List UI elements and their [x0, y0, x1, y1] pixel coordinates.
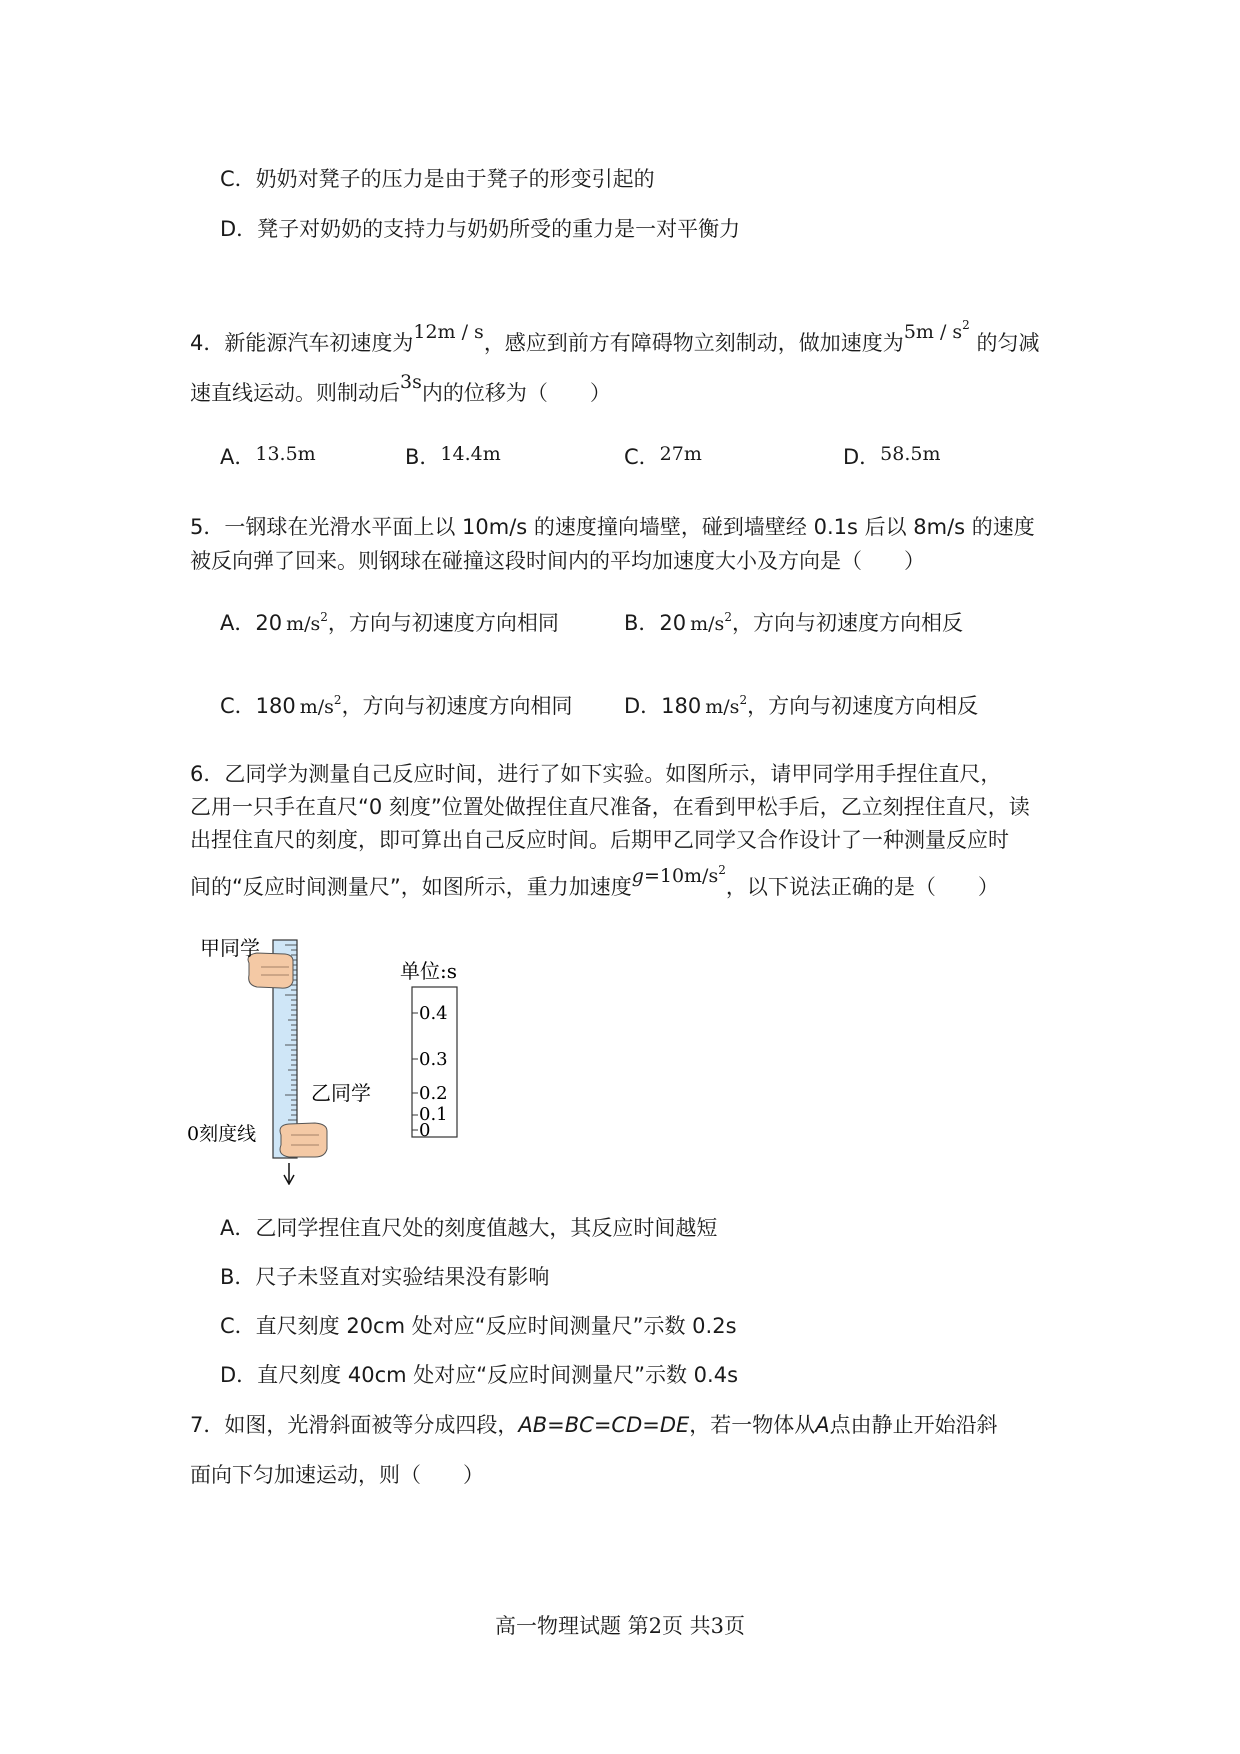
- q7-stem-line1: 7．如图，光滑斜面被等分成四段，AB=BC=CD=DE，若一物体从A点由静止开始沿斜: [190, 1413, 998, 1437]
- scale-label-0.2: 0.2: [419, 1083, 448, 1104]
- scale-label-0.3: 0.3: [419, 1049, 448, 1070]
- q6-option-d: D．直尺刻度 40cm 处对应“反应时间测量尺”示数 0.4s: [220, 1363, 739, 1387]
- q4-acceleration: $5m / s^2$: [903, 318, 970, 343]
- q5-option-d: D．180 $m/s^2$，方向与初速度方向相反: [624, 693, 979, 718]
- q6-option-c: C．直尺刻度 20cm 处对应“反应时间测量尺”示数 0.2s: [220, 1314, 737, 1338]
- q5-option-a: A．20 $m/s^2$，方向与初速度方向相同: [220, 610, 559, 635]
- q4-stem-line1: 4．新能源汽车初速度为12m / s，感应到前方有障碍物立刻制动，做加速度为$5m / s^2$ 的匀减: [190, 318, 1040, 355]
- q4-initial-velocity: 12m / s: [413, 321, 484, 343]
- q7-equation: AB=BC=CD=DE: [518, 1413, 690, 1437]
- q4-option-d: D．58.5m: [843, 443, 941, 469]
- q5-option-c: C．180 $m/s^2$，方向与初速度方向相同: [220, 693, 573, 718]
- q5-stem-line2: 被反向弹了回来。则钢球在碰撞这段时间内的平均加速度大小及方向是（ ）: [190, 549, 925, 573]
- q4-time: 3s: [400, 371, 422, 393]
- q6-option-a: A．乙同学捏住直尺处的刻度值越大，其反应时间越短: [220, 1216, 718, 1240]
- q3-option-c: C．奶奶对凳子的压力是由于凳子的形变引起的: [220, 167, 655, 191]
- q5-stem-line1: 5．一钢球在光滑水平面上以 10m/s 的速度撞向墙壁，碰到墙壁经 0.1s 后以 8m/s 的速度: [190, 515, 1035, 539]
- scale-label-0: 0: [419, 1120, 431, 1141]
- q4-option-b: B．14.4m: [405, 443, 501, 469]
- q4-stem-line2: 速直线运动。则制动后3s内的位移为（ ）: [190, 371, 611, 405]
- q7-stem-line2: 面向下匀加速运动，则（ ）: [190, 1463, 484, 1487]
- q6-option-b: B．尺子未竖直对实验结果没有影响: [220, 1265, 550, 1289]
- yi-label: 乙同学: [311, 1081, 371, 1105]
- scale-label-0.4: 0.4: [419, 1003, 448, 1024]
- q6-stem-line1: 6．乙同学为测量自己反应时间，进行了如下实验。如图所示，请甲同学用手捏住直尺，: [190, 762, 1002, 786]
- q6-stem-line4: 间的“反应时间测量尺”，如图所示，重力加速度$g=10m/s^2$，以下说法正确的是（ ）: [190, 863, 999, 899]
- q6-stem-line3: 出捏住直尺的刻度，即可算出自己反应时间。后期甲乙同学又合作设计了一种测量反应时: [190, 828, 1009, 852]
- q4-option-a: A．13.5m: [220, 443, 316, 469]
- yi-hand-icon: [280, 1123, 327, 1157]
- page-footer: 高一物理试题 第2页 共3页: [494, 1614, 746, 1638]
- q4-option-c: C．27m: [624, 443, 702, 469]
- scale-unit-label: 单位:s: [400, 959, 458, 983]
- scale-label-0.1: 0.1: [419, 1104, 448, 1125]
- q3-option-d: D．凳子对奶奶的支持力与奶奶所受的重力是一对平衡力: [220, 217, 741, 241]
- q6-stem-line2: 乙用一只手在直尺“0 刻度”位置处做捏住直尺准备，在看到甲松手后，乙立刻捏住直尺，读: [190, 795, 1030, 819]
- q5-option-b: B．20 $m/s^2$，方向与初速度方向相反: [624, 610, 963, 635]
- jia-label: 甲同学: [200, 936, 260, 960]
- reaction-ruler-figure: [185, 925, 485, 1185]
- zero-line-label: 0刻度线: [187, 1123, 257, 1145]
